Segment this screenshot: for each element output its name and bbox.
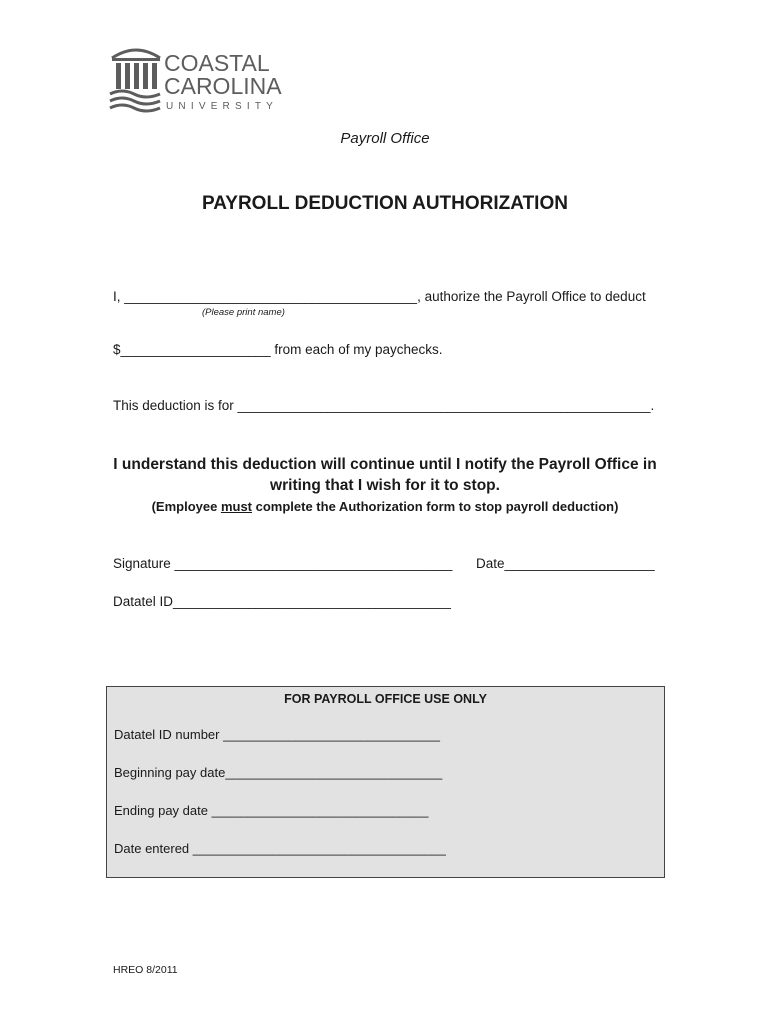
date-line: Date____________________ — [476, 556, 655, 571]
logo-text-carolina: CAROLINA — [164, 73, 282, 99]
notice-part-a: (Employee — [151, 499, 221, 514]
deduction-purpose-line: This deduction is for _______________________________________________________. — [113, 398, 655, 413]
office-use-title: FOR PAYROLL OFFICE USE ONLY — [284, 692, 487, 706]
logo-text-coastal: COASTAL — [164, 50, 270, 76]
payroll-office-use-box — [106, 686, 665, 878]
name-authorization-line: I, _______________________________________, authorize the Payroll Office to deduct — [113, 289, 646, 304]
notice-part-c: complete the Authorization form to stop payroll deduction) — [252, 499, 619, 514]
logo-text-university: UNIVERSITY — [166, 101, 279, 112]
signature-line: Signature _____________________________________ — [113, 556, 453, 571]
notice-line-1: I understand this deduction will continue until I notify the Payroll Office in — [113, 456, 657, 473]
notice-emphasis-must: must — [220, 499, 252, 514]
beginning-pay-date-line: Beginning pay date______________________________ — [114, 765, 443, 780]
columns-emblem-icon — [108, 44, 164, 116]
date-entered-line: Date entered ___________________________________ — [114, 841, 446, 856]
form-title: PAYROLL DEDUCTION AUTHORIZATION — [202, 193, 568, 214]
office-subtitle: Payroll Office — [340, 130, 430, 147]
amount-line: $____________________ from each of my paychecks. — [113, 342, 443, 357]
form-code: HREO 8/2011 — [113, 964, 178, 976]
notice-line-2: writing that I wish for it to stop. — [270, 477, 500, 494]
print-name-note: (Please print name) — [202, 307, 285, 318]
notice-line-3 — [0, 499, 770, 514]
ending-pay-date-line: Ending pay date ______________________________ — [114, 803, 429, 818]
datatel-id-number-line: Datatel ID number ______________________________ — [114, 727, 441, 742]
datatel-id-line: Datatel ID_____________________________________ — [113, 594, 451, 609]
university-logo — [108, 44, 288, 116]
